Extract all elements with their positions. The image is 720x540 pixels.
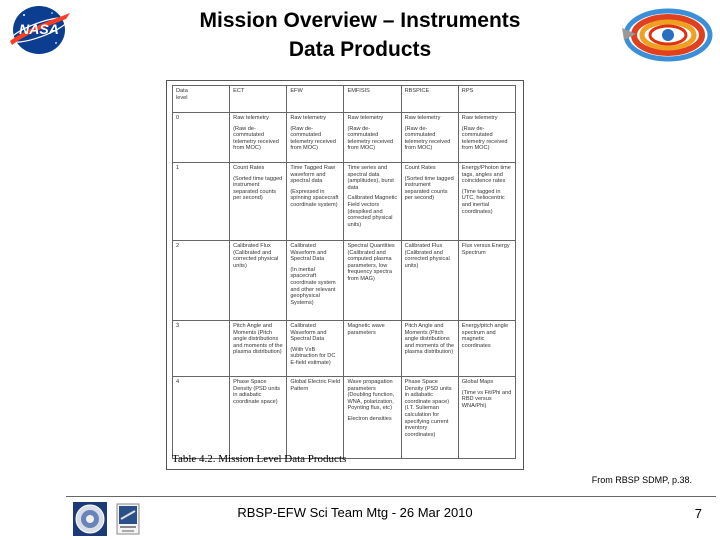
table-cell <box>401 377 458 459</box>
data-products-table <box>172 85 516 459</box>
table-cell <box>230 321 287 377</box>
table-header-row <box>173 86 516 113</box>
cell-text: Energy/pitch angle spectrum and magnetic coordinates <box>461 323 509 349</box>
header-efw: EFW <box>287 86 344 113</box>
source-note: From RBSP SDMP, p.38. <box>591 475 692 485</box>
cell-text: Electron densities <box>347 415 392 422</box>
cell-text: (Raw de-commutated telemetry received from MOC) <box>404 125 451 152</box>
table-cell <box>401 113 458 163</box>
footer-divider <box>66 496 716 497</box>
table-cell <box>458 113 515 163</box>
header-level: Data level <box>173 86 230 113</box>
cell-text: (Raw de-commutated telemetry received from MOC) <box>233 125 279 152</box>
cell-text: Spectral Quantities (Calibrated and computed plasma parameters, low frequency spectra from MAG) <box>347 243 395 282</box>
table-caption: Table 4.2. Mission Level Data Products <box>172 453 347 465</box>
cell-text: (Expressed in spinning spacecraft coordinate system) <box>290 188 339 208</box>
table-cell <box>230 113 287 163</box>
table-cell <box>344 321 401 377</box>
table-row <box>173 377 516 459</box>
cell-text: Raw telemetry <box>347 115 384 121</box>
cell-text: Raw telemetry <box>461 115 498 121</box>
cell-text: (In inertial spacecraft coordinate system and other relevant geophysical Systems) <box>290 266 336 306</box>
page-number: 7 <box>694 506 702 521</box>
table-cell <box>401 321 458 377</box>
cell-text: Pitch Angle and Moments (Pitch angle distributions and moments of the plasma distribution) <box>404 323 455 356</box>
cell-text: Magnetic wave parameters <box>347 323 385 336</box>
table-cell <box>458 377 515 459</box>
level-cell: 2 <box>173 241 230 321</box>
table-row <box>173 163 516 241</box>
table-cell <box>287 113 344 163</box>
level-cell: 3 <box>173 321 230 377</box>
table-cell <box>287 377 344 459</box>
footer-text: RBSP-EFW Sci Team Mtg - 26 Mar 2010 <box>237 505 473 520</box>
cell-text: Pitch Angle and Moments (Pitch angle distributions and moments of the plasma distribution) <box>233 323 283 356</box>
table-cell <box>458 241 515 321</box>
cell-text: Count Rates <box>404 165 436 171</box>
table-cell <box>344 113 401 163</box>
cell-text: Global Electric Field Pattern <box>290 379 341 392</box>
slide-title <box>120 6 600 64</box>
cell-text: Time series and spectral data (amplitudes), burst data <box>347 165 394 191</box>
cell-text: (Raw de-commutated telemetry received from MOC) <box>461 125 508 152</box>
header-ect: ECT <box>230 86 287 113</box>
table-row <box>173 241 516 321</box>
table-cell <box>458 163 515 241</box>
header-rps: RPS <box>458 86 515 113</box>
header-emfisis: EMFISIS <box>344 86 401 113</box>
table-cell <box>401 241 458 321</box>
cell-text: Global Maps <box>461 379 494 385</box>
cell-text: Raw telemetry <box>290 115 327 121</box>
table-row <box>173 113 516 163</box>
radiation-belts-logo <box>616 6 716 64</box>
table-cell <box>287 321 344 377</box>
cell-text: Calibrated Flux (Calibrated and corrected physical units) <box>404 243 450 269</box>
header-rbspice: RBSPICE <box>401 86 458 113</box>
university-seal-icon <box>72 501 108 537</box>
table-row <box>173 321 516 377</box>
cell-text: Count Rates <box>233 165 265 171</box>
cell-text: (Time vs Fit/Phi and RBD versus WNA/Phi) <box>461 389 512 409</box>
cell-text: Wave propagation parameters (Doubling function, WNA, polarization, Poynting flux, etc) <box>347 379 395 412</box>
cell-text: Calibrated Flux (Calibrated and corrected physical units) <box>233 243 279 269</box>
mission-patch-icon <box>116 503 140 535</box>
table-cell <box>401 163 458 241</box>
level-cell: 0 <box>173 113 230 163</box>
cell-text: (Time tagged in UTC, heliocentric and inertial coordinates) <box>461 188 505 215</box>
table-cell <box>458 321 515 377</box>
table-cell <box>287 241 344 321</box>
cell-text: Phase Space Density (PSD units in adiabatic coordinate space) <box>233 379 281 405</box>
cell-text: Phase Space Density (PSD units in adiabatic coordinate space) (I.T. Sulieman calculation for specifying current inventory coordinates) <box>404 379 452 438</box>
table-cell <box>344 163 401 241</box>
table-cell <box>230 163 287 241</box>
cell-text: Raw telemetry <box>233 115 269 121</box>
table-cell <box>230 377 287 459</box>
cell-text: Flux versus Energy Spectrum <box>461 243 510 256</box>
cell-text: Energy/Photon time tags, angles and coincidence rates <box>461 165 511 185</box>
level-cell: 4 <box>173 377 230 459</box>
cell-text: Calibrated Waveform and Spectral Data <box>290 323 327 343</box>
level-cell: 1 <box>173 163 230 241</box>
table-cell <box>287 163 344 241</box>
cell-text: (Sorted time tagged instrument separated counts per second) <box>404 175 454 202</box>
cell-text: Raw telemetry <box>404 115 441 121</box>
title-line-2: Data Products <box>288 38 432 61</box>
cell-text: (Sorted time tagged instrument separated counts per second) <box>233 175 283 202</box>
svg-text:NASA: NASA <box>19 21 59 37</box>
cell-text: Calibrated Waveform and Spectral Data <box>290 243 327 263</box>
title-line-1: Mission Overview – Instruments <box>199 9 521 32</box>
cell-text: Calibrated Magnetic Field vectors (despiked and corrected physical units) <box>347 195 398 228</box>
table-cell <box>344 377 401 459</box>
cell-text: (With VxB subtraction for DC E-field estimate) <box>290 346 336 366</box>
cell-text: (Raw de-commutated telemetry received from MOC) <box>290 125 337 152</box>
table-image-frame <box>166 80 524 470</box>
table-cell <box>344 241 401 321</box>
table-cell <box>230 241 287 321</box>
cell-text: Time Tagged Raw waveform and spectral data <box>290 165 336 185</box>
cell-text: (Raw de-commutated telemetry received from MOC) <box>347 125 394 152</box>
nasa-logo <box>4 3 74 55</box>
